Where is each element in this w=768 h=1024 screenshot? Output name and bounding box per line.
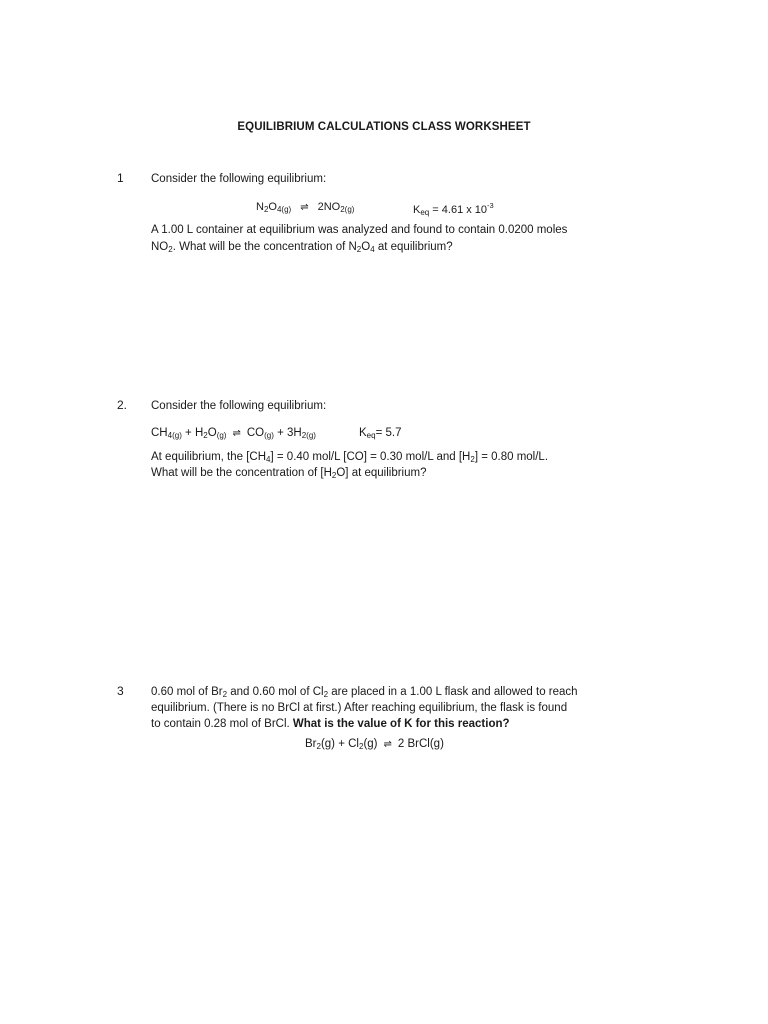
- question-1-equation: [256, 201, 354, 214]
- text: and 0.60 mol of Cl: [227, 686, 324, 698]
- eq-text: N: [256, 201, 264, 213]
- question-1-k-value: [413, 201, 494, 217]
- eq-sub: 2: [316, 742, 321, 751]
- question-2-line-2: [151, 465, 426, 484]
- eq-sub: 2: [203, 431, 208, 440]
- question-3-prompt: What is the value of K for this reaction?: [292, 718, 510, 730]
- eq-sub: 4(g): [276, 205, 292, 214]
- sub: 2: [168, 245, 173, 254]
- k-text: = 5.7: [375, 427, 402, 439]
- eq-sub: (g): [216, 431, 227, 440]
- eq-text: 2NO: [317, 201, 341, 213]
- sub: 2: [470, 455, 475, 464]
- equilibrium-arrow-icon: ⇌: [383, 739, 392, 750]
- k-label: K: [413, 204, 421, 216]
- sub: 2: [356, 245, 362, 254]
- eq-text: (g) + Cl: [320, 738, 359, 750]
- question-2-equation: [151, 427, 316, 440]
- eq-text: 2 BrCl(g): [397, 738, 444, 750]
- eq-text: CO: [246, 427, 265, 439]
- eq-sub: 4(g): [167, 431, 182, 440]
- question-3-line-3: [151, 716, 510, 732]
- k-sub: eq: [420, 208, 430, 217]
- sub: 2: [323, 690, 329, 699]
- question-1-line-2: [151, 239, 453, 258]
- k-text: = 4.61 x 10: [429, 204, 488, 216]
- sub: 2: [331, 471, 337, 480]
- eq-sub: 2(g): [301, 431, 316, 440]
- text: What will be the concentration of [H: [151, 467, 332, 479]
- eq-text: CH: [151, 427, 168, 439]
- eq-text: (g): [363, 738, 378, 750]
- question-1-number: 1: [117, 171, 124, 185]
- sub: 2: [222, 690, 228, 699]
- text: 0.60 mol of Br: [151, 686, 223, 698]
- eq-text: O: [268, 201, 277, 213]
- text: NO: [151, 241, 169, 253]
- text: At equilibrium, the [CH: [151, 451, 267, 463]
- eq-sub: 2: [358, 742, 364, 751]
- eq-text: +: [273, 427, 287, 439]
- text: . What will be the concentration of N: [172, 241, 357, 253]
- sub: 4: [370, 245, 375, 254]
- k-label: K: [359, 427, 367, 439]
- question-2-k-value: [359, 427, 401, 440]
- sub: 4: [266, 455, 271, 464]
- eq-sub: (g): [264, 431, 274, 440]
- question-1-line-1: A 1.00 L container at equilibrium was analyzed and found to contain 0.0200 moles: [151, 224, 568, 236]
- equilibrium-arrow-icon: ⇌: [232, 428, 241, 439]
- text: O] at equilibrium?: [336, 467, 427, 479]
- text: at equilibrium?: [374, 241, 453, 253]
- eq-text: H: [194, 427, 204, 439]
- text: to contain 0.28 mol of BrCl.: [151, 718, 293, 730]
- question-3-line-2: equilibrium. (There is no BrCl at first.) After reaching equilibrium, the flask is found: [151, 702, 568, 714]
- equilibrium-arrow-icon: ⇌: [300, 202, 309, 213]
- eq-sub: 2: [263, 205, 269, 214]
- question-3-number: 3: [117, 684, 124, 698]
- eq-text: +: [181, 427, 195, 439]
- text: O: [361, 241, 371, 253]
- text: ] = 0.80 mol/L.: [474, 451, 549, 463]
- eq-sub: 2(g): [340, 205, 355, 214]
- eq-text: Br: [305, 738, 317, 750]
- text: are placed in a 1.00 L flask and allowed to reach: [328, 686, 578, 698]
- eq-text: O: [207, 427, 217, 439]
- page-title: EQUILIBRIUM CALCULATIONS CLASS WORKSHEET: [237, 121, 531, 133]
- question-1-intro: Consider the following equilibrium:: [151, 173, 327, 185]
- question-2-number: 2.: [117, 398, 128, 412]
- k-exponent: -3: [487, 201, 494, 210]
- text: ] = 0.40 mol/L [CO] = 0.30 mol/L and [H: [270, 451, 471, 463]
- question-2-intro: Consider the following equilibrium:: [151, 400, 327, 412]
- eq-text: 3H: [287, 427, 302, 439]
- k-sub: eq: [366, 431, 376, 440]
- question-3-equation: [305, 738, 444, 751]
